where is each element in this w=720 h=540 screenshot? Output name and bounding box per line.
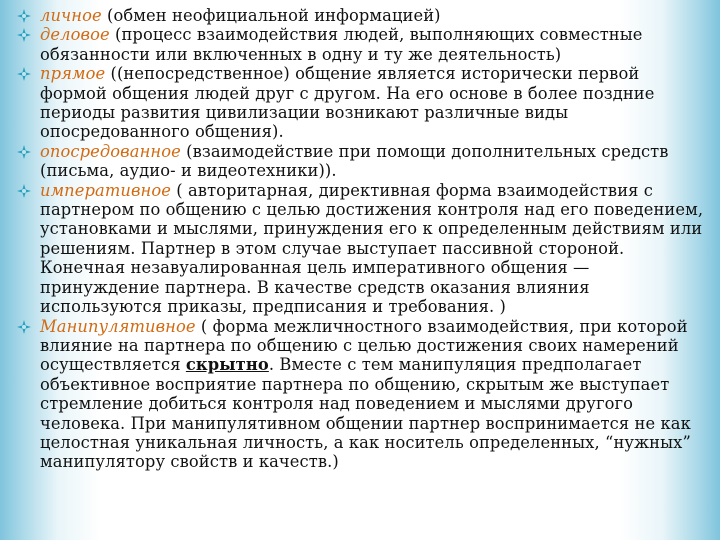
bullet-icon [16,183,32,199]
list-item-text: . Вместе с тем манипуляция предполагает объективное восприятие партнера по общению, скрытым же выступает стремление добиться контроля над поведением и мыслями другого человека. При манипулятивном общении партнер воспринимается не как целостная уникальная личность, а как носитель определенных, “нужных” манипулятору свойств и качеств.) [40,355,691,472]
communication-types-list [14,6,704,472]
list-item [14,6,704,25]
list-item [14,25,704,64]
bullet-icon [16,27,32,43]
list-item [14,181,704,317]
list-item-term: Манипулятивное [40,316,196,336]
list-item-text: ((непосредственное) общение является исторически первой формой общения людей друг с другом. На его основе в более поздние периоды развития цивилизации возникают различные виды опосредованного общения). [40,64,655,142]
list-item-term: опосредованное [40,141,181,161]
list-item [14,317,704,472]
bullet-icon [16,319,32,335]
list-item [14,142,704,181]
list-item-text: (процесс взаимодействия людей, выполняющих совместные обязанности или включенных в одну и ту же деятельность) [40,25,643,64]
list-item-text: ( форма межличностного взаимодействия, при которой влияние на партнера по общению с целью достижения своих намерений осуществляется [40,316,688,375]
bullet-icon [16,8,32,24]
bullet-icon [16,144,32,160]
underlined-word: скрытно [185,355,269,375]
list-item-text: (обмен неофициальной информацией) [101,6,441,25]
list-item [14,64,704,142]
list-item-text: ( авторитарная, директивная форма взаимодействия с партнером по общению с целью достижения контроля над его поведением, установками и мыслями, принуждения его к определенным действиям или решениям. Партнер в этом случае выступает пассивной стороной. Конечная незавуалированная цель императивного общения — принуждение партнера. В качестве средств оказания влияния используются приказы, предписания и требования. ) [40,180,704,317]
list-item-term: прямое [40,64,106,84]
bullet-icon [16,66,32,82]
list-item-text: (взаимодействие при помощи дополнительных средств (письма, аудио- и видеотехники)). [40,141,669,181]
list-item-term: личное [40,6,102,25]
list-item-term: деловое [40,25,110,45]
list-item-term: императивное [40,180,171,200]
